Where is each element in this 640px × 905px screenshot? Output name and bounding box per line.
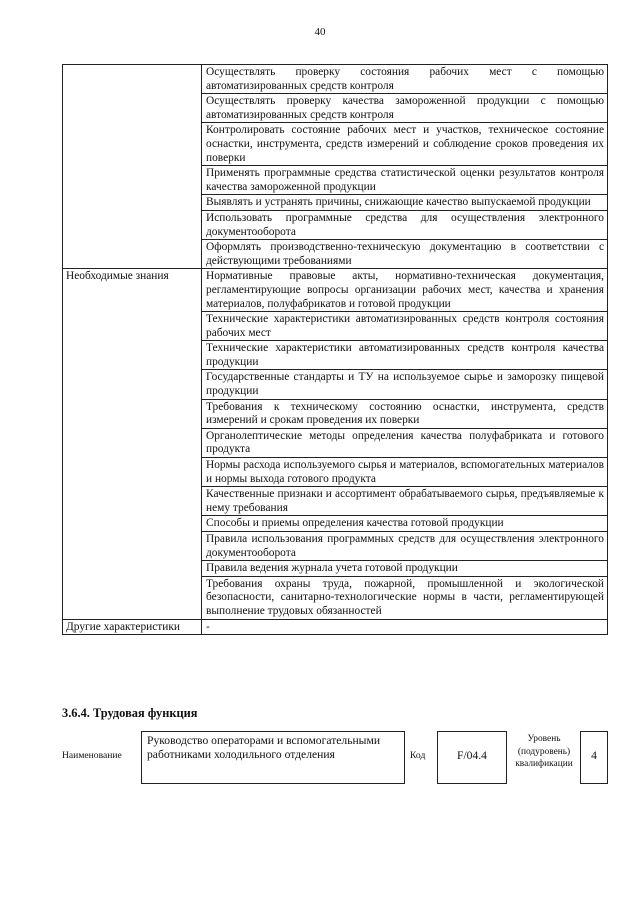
skill-item: Осуществлять проверку качества замороженной продукции с помощью автоматизированных средств контроля	[202, 94, 608, 123]
section-title: 3.6.4. Трудовая функция	[62, 706, 198, 720]
name-label: Наименование	[62, 750, 122, 761]
other-characteristics-label: Другие характеристики	[63, 619, 202, 635]
table-row	[63, 619, 608, 635]
knowledge-item: Правила использования программных средств для осуществления электронного документооборота	[202, 532, 608, 561]
level-label: Уровень (подуровень) квалификации	[515, 734, 573, 769]
knowledge-item: Технические характеристики автоматизированных средств контроля состояния рабочих мест	[202, 312, 608, 341]
row-label-empty	[63, 65, 202, 269]
requirements-table	[62, 64, 608, 635]
table-row	[63, 65, 608, 94]
knowledge-item: Качественные признаки и ассортимент обрабатываемого сырья, предъявляемые к нему требования	[202, 487, 608, 516]
page-number: 40	[314, 26, 326, 38]
table-row	[63, 269, 608, 312]
skill-item: Осуществлять проверку состояния рабочих мест с помощью автоматизированных средств контроля	[202, 65, 608, 94]
other-characteristics-value: -	[202, 619, 608, 635]
knowledge-item: Технические характеристики автоматизированных средств контроля качества продукции	[202, 341, 608, 370]
code-value-box: F/04.4	[437, 731, 507, 784]
knowledge-item: Нормы расхода используемого сырья и материалов, вспомогательных материалов и нормы выхода готового продукта	[202, 458, 608, 487]
knowledge-item: Требования к техническому состоянию оснастки, инструмента, средств измерений и срокам проведения их поверки	[202, 399, 608, 428]
skill-item: Применять программные средства статистической оценки результатов контроля качества замороженной продукции	[202, 166, 608, 195]
knowledge-label: Необходимые знания	[63, 269, 202, 619]
knowledge-item: Способы и приемы определения качества готовой продукции	[202, 516, 608, 532]
name-value-box: Руководство операторами и вспомогательными работниками холодильного отделения	[141, 731, 405, 784]
knowledge-item: Органолептические методы определения качества полуфабриката и готового продукта	[202, 428, 608, 457]
code-label: Код	[410, 750, 426, 761]
level-value-box: 4	[580, 731, 608, 784]
skill-item: Контролировать состояние рабочих мест и участков, техническое состояние оснастки, инструмента, средств измерений и соблюдение сроков проведения их поверки	[202, 123, 608, 166]
skill-item: Оформлять производственно-техническую документацию в соответствии с действующими требованиями	[202, 240, 608, 269]
skill-item: Выявлять и устранять причины, снижающие качество выпускаемой продукции	[202, 195, 608, 211]
skill-item: Использовать программные средства для осуществления электронного документооборота	[202, 210, 608, 239]
knowledge-item: Нормативные правовые акты, нормативно-техническая документация, регламентирующие вопросы организации рабочих мест, качества и хранения материалов, полуфабрикатов и готовой продукции	[202, 269, 608, 312]
knowledge-item: Правила ведения журнала учета готовой продукции	[202, 561, 608, 577]
knowledge-item: Требования охраны труда, пожарной, промышленной и экологической безопасности, санитарно-технологические нормы в части, регламентирующей выполнение трудовых обязанностей	[202, 576, 608, 619]
knowledge-item: Государственные стандарты и ТУ на используемое сырье и заморозку пищевой продукции	[202, 370, 608, 399]
